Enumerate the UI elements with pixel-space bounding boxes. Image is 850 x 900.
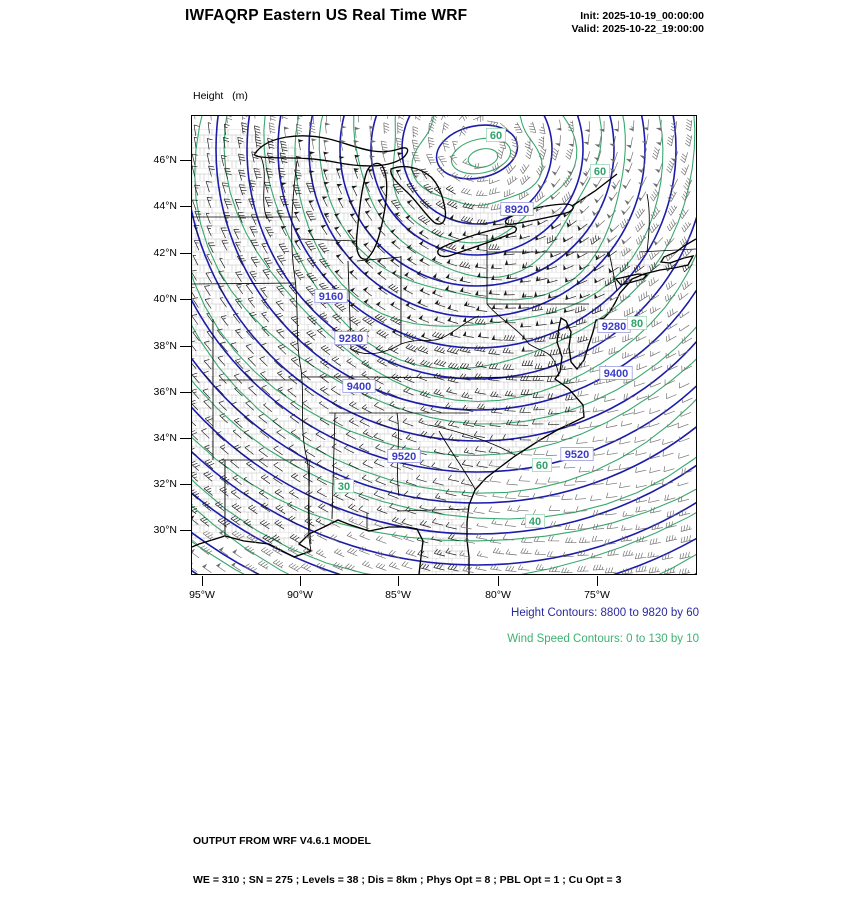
y-axis-tick [180,346,192,347]
x-axis-tick [597,576,598,586]
y-tick-label: 40°N [153,293,177,305]
svg-text:80: 80 [630,318,644,330]
svg-text:9400: 9400 [603,368,629,380]
page-title: IWFAQRP Eastern US Real Time WRF [185,7,468,24]
y-tick-label: 36°N [153,386,177,398]
footer-line1: OUTPUT FROM WRF V4.6.1 MODEL [193,835,371,847]
x-axis-tick [498,576,499,586]
y-axis-tick [180,253,192,254]
legend-height: Height (m) [193,90,248,102]
y-tick-label: 44°N [153,200,177,212]
svg-text:60: 60 [489,130,503,142]
wind-contour-info: Wind Speed Contours: 0 to 130 by 10 [507,633,699,645]
y-axis-tick [180,392,192,393]
svg-text:60: 60 [593,166,607,178]
svg-text:60: 60 [535,460,549,472]
height-contour-info: Height Contours: 8800 to 9820 by 60 [511,607,699,619]
y-tick-label: 42°N [153,247,177,259]
x-tick-label: 75°W [584,589,610,601]
y-tick-label: 30°N [153,524,177,536]
y-tick-label: 34°N [153,432,177,444]
y-axis-tick [180,299,192,300]
svg-text:9280: 9280 [338,333,364,345]
y-tick-label: 46°N [153,154,177,166]
map-frame [191,115,697,575]
x-tick-label: 85°W [385,589,411,601]
svg-text:8920: 8920 [504,204,530,216]
svg-text:9400: 9400 [346,381,372,393]
y-tick-label: 32°N [153,478,177,490]
weather-map [192,116,696,574]
y-tick-label: 38°N [153,340,177,352]
svg-text:9160: 9160 [318,291,344,303]
svg-text:40: 40 [528,516,542,528]
svg-text:9280: 9280 [601,321,627,333]
init-time: Init: 2025-10-19_00:00:00 [580,10,704,22]
footer-line2: WE = 310 ; SN = 275 ; Levels = 38 ; Dis = 8km ; Phys Opt = 8 ; PBL Opt = 1 ; Cu Opt = 3 [193,874,622,886]
y-axis-tick [180,484,192,485]
run-info [571,10,704,36]
y-axis-tick [180,206,192,207]
y-axis-tick [180,438,192,439]
y-axis-tick [180,160,192,161]
svg-text:9520: 9520 [564,449,590,461]
x-tick-label: 90°W [287,589,313,601]
x-axis-tick [398,576,399,586]
x-tick-label: 95°W [189,589,215,601]
svg-text:9520: 9520 [391,451,417,463]
x-axis-tick [300,576,301,586]
svg-text:30: 30 [337,481,351,493]
valid-time: Valid: 2025-10-22_19:00:00 [571,23,704,35]
model-footer [193,809,621,900]
x-axis-tick [202,576,203,586]
y-axis-tick [180,530,192,531]
x-tick-label: 80°W [485,589,511,601]
